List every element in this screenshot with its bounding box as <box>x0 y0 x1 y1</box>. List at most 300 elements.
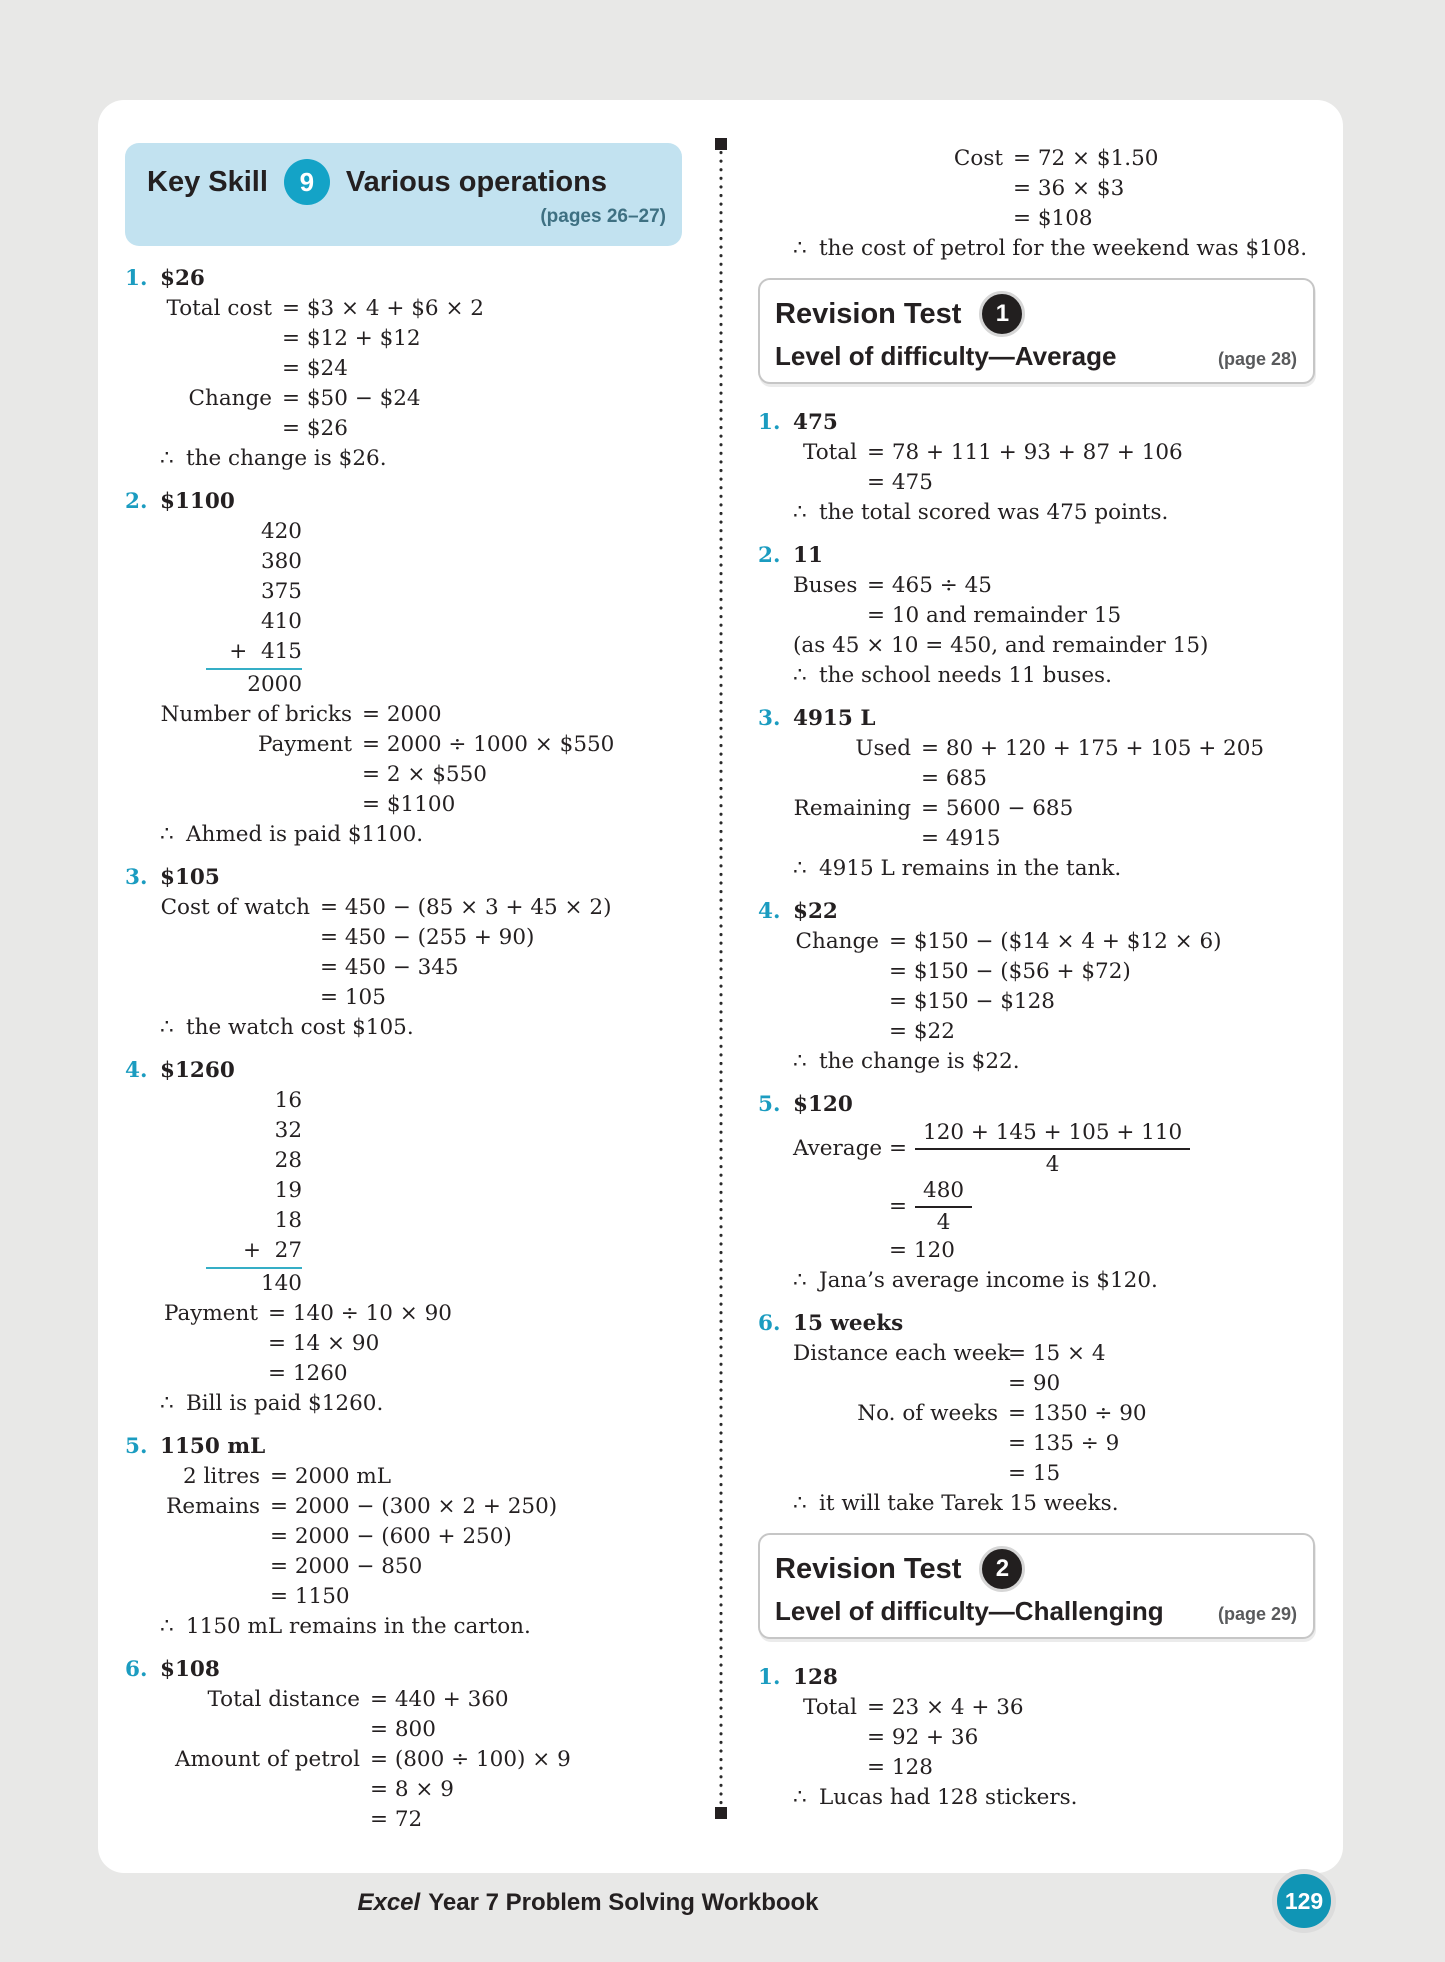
item-answer: 1150 mL <box>160 1434 266 1459</box>
equation-rhs: = 14 × 90 <box>268 1331 380 1356</box>
equation-line <box>160 983 695 1013</box>
equation-line <box>793 824 1317 854</box>
equation-rhs: = 80 + 120 + 175 + 105 + 205 <box>921 736 1265 761</box>
equation-line <box>160 384 695 414</box>
equation-line <box>793 1429 1317 1459</box>
item-content <box>160 264 695 474</box>
equation-label <box>160 953 310 983</box>
revision-test-2-label: Revision Test <box>775 1552 962 1585</box>
equation-label: Distance each week <box>793 1341 1011 1366</box>
equation-label <box>160 923 310 953</box>
conclusion-line <box>793 661 1317 691</box>
item-answer: 15 weeks <box>793 1311 904 1336</box>
equation-rhs: = 5600 − 685 <box>921 796 1074 821</box>
equation-rhs <box>889 1178 972 1236</box>
answer-item <box>758 704 1317 884</box>
equation-label: Total <box>803 1695 857 1720</box>
addend: 420 <box>260 519 302 544</box>
therefore-symbol: ∴ <box>793 1785 807 1810</box>
equation-label: Average <box>793 1136 883 1161</box>
equation-line <box>793 571 1317 601</box>
equation-rhs: = 1260 <box>268 1361 348 1386</box>
equation-rhs: = 4915 <box>921 826 1001 851</box>
equation-label <box>793 1459 998 1489</box>
column-divider <box>719 142 723 1815</box>
equation-rhs: = 1350 ÷ 90 <box>1008 1401 1147 1426</box>
equation-rhs: = 72 <box>370 1807 423 1832</box>
equation-rhs: = $24 <box>282 356 348 381</box>
equation-rhs: = 800 <box>370 1717 436 1742</box>
conclusion-text: the total scored was 475 points. <box>819 500 1169 525</box>
equation-line <box>793 1339 1317 1369</box>
equation-line <box>160 1775 695 1805</box>
equation-line <box>793 1459 1317 1489</box>
equation-line <box>793 987 1317 1017</box>
conclusion-line <box>160 1612 695 1642</box>
fraction <box>915 1178 972 1236</box>
equation-line <box>160 953 695 983</box>
conclusion-text: Ahmed is paid $1100. <box>186 822 424 847</box>
item-content <box>160 1655 695 1835</box>
equation-line <box>793 1723 1317 1753</box>
conclusion-text: the watch cost $105. <box>186 1015 414 1040</box>
item-answer: 4915 L <box>793 706 876 731</box>
equation-rhs: = $150 − $128 <box>889 989 1055 1014</box>
equation-rhs: = 8 × 9 <box>370 1777 454 1802</box>
equation-line <box>793 794 1317 824</box>
addend: 16 <box>274 1088 302 1113</box>
equation-line <box>793 957 1317 987</box>
conclusion-line <box>793 1266 1317 1296</box>
equation-line <box>793 764 1317 794</box>
answer-item <box>758 897 1317 1077</box>
equals-sign: = <box>889 1194 908 1219</box>
equation-rhs: = $3 × 4 + $6 × 2 <box>282 296 484 321</box>
equation-label <box>160 760 352 790</box>
therefore-symbol: ∴ <box>160 822 174 847</box>
equation-rhs: = 1150 <box>270 1584 350 1609</box>
therefore-symbol: ∴ <box>793 663 807 688</box>
revision-test-1-answers-list <box>758 408 1317 1519</box>
equation-rhs: = 475 <box>867 470 933 495</box>
item-answer: 475 <box>793 410 838 435</box>
item-number: 2. <box>125 489 148 514</box>
conclusion-line <box>793 498 1317 528</box>
item-number: 3. <box>125 865 148 890</box>
equation-label: Change <box>795 929 879 954</box>
addend: 19 <box>274 1178 302 1203</box>
equation-label <box>793 601 857 631</box>
equation-label <box>160 1775 360 1805</box>
equation-line <box>160 1805 695 1835</box>
equation-line <box>793 1369 1317 1399</box>
equation-label <box>793 1723 857 1753</box>
revision-test-2-number-badge: 2 <box>979 1546 1025 1592</box>
equation-label <box>793 204 1003 234</box>
revision-test-1-title-row <box>775 291 1297 337</box>
equation-rhs: = 140 ÷ 10 × 90 <box>268 1301 452 1326</box>
equation-line <box>793 174 1317 204</box>
equation-label <box>160 1359 258 1389</box>
fraction-numerator: 480 <box>915 1178 972 1208</box>
equation-line <box>793 468 1317 498</box>
equation-line <box>793 601 1317 631</box>
item-number: 1. <box>125 266 148 291</box>
key-skill-title-row <box>147 159 666 205</box>
equation-rhs: = (800 ÷ 100) × 9 <box>370 1747 571 1772</box>
answer-item <box>125 487 695 850</box>
equation-label <box>160 414 272 444</box>
equation-line <box>160 1299 695 1329</box>
column-addition <box>206 517 302 700</box>
addend: + 27 <box>242 1238 302 1263</box>
item-content <box>793 144 1317 264</box>
revision-test-2-header <box>758 1533 1315 1639</box>
item-content <box>793 408 1317 528</box>
equation-rhs: = $50 − $24 <box>282 386 421 411</box>
equation-label: Cost <box>953 146 1003 171</box>
addend: + 415 <box>229 639 302 664</box>
equation-line <box>160 1685 695 1715</box>
equation-rhs: = 2000 <box>362 702 442 727</box>
equation-label <box>160 354 272 384</box>
equation-line <box>160 1492 695 1522</box>
right-column <box>758 144 1317 1826</box>
key-skill-header <box>125 143 682 246</box>
equation-label <box>793 987 879 1017</box>
equation-rhs: = $150 − ($56 + $72) <box>889 959 1131 984</box>
key-skill-label: Key Skill <box>147 165 268 198</box>
equation-rhs: = 135 ÷ 9 <box>1008 1431 1120 1456</box>
item-answer: $108 <box>160 1657 220 1682</box>
equals-sign: = <box>889 1136 908 1161</box>
equation-rhs: = 10 and remainder 15 <box>867 603 1122 628</box>
equation-label: Payment <box>163 1301 258 1326</box>
item-content <box>793 897 1317 1077</box>
conclusion-text: the cost of petrol for the weekend was $108. <box>819 236 1308 261</box>
equation-rhs: = 450 − 345 <box>320 955 459 980</box>
column-addition <box>206 1086 302 1299</box>
therefore-symbol: ∴ <box>160 1391 174 1416</box>
answer-item <box>758 541 1317 691</box>
item-number: 1. <box>758 410 781 435</box>
answer-item <box>758 144 1317 264</box>
item-content <box>793 704 1317 884</box>
item-number <box>758 144 793 264</box>
revision-test-1-number-badge: 1 <box>979 291 1025 337</box>
continued-solution <box>758 144 1317 264</box>
equation-line <box>160 790 695 820</box>
equation-rhs: = 685 <box>921 766 987 791</box>
equation-rhs: = 15 <box>1008 1461 1061 1486</box>
item-content <box>160 863 695 1043</box>
addition-sum: 140 <box>206 1267 302 1299</box>
conclusion-line <box>793 1783 1317 1813</box>
therefore-symbol: ∴ <box>793 236 807 261</box>
answer-item <box>125 264 695 474</box>
addend: 375 <box>260 579 302 604</box>
key-skill-number-badge: 9 <box>284 159 330 205</box>
conclusion-text: Lucas had 128 stickers. <box>819 1785 1078 1810</box>
addend: 380 <box>260 549 302 574</box>
equation-line <box>160 414 695 444</box>
item-number: 6. <box>125 1657 148 1682</box>
conclusion-line <box>160 1013 695 1043</box>
answer-item <box>758 1663 1317 1813</box>
equation-line <box>160 700 695 730</box>
key-skill-pages-ref: (pages 26–27) <box>540 206 666 227</box>
equation-rhs: = $108 <box>1013 206 1093 231</box>
equation-rhs: = 72 × $1.50 <box>1013 146 1159 171</box>
equation-label <box>793 1017 879 1047</box>
equation-rhs: = 2000 − (300 × 2 + 250) <box>270 1494 558 1519</box>
therefore-symbol: ∴ <box>160 1015 174 1040</box>
equation-line <box>160 1359 695 1389</box>
revision-test-2-title-row <box>775 1546 1297 1592</box>
equation-line <box>160 1582 695 1612</box>
item-number: 3. <box>758 706 781 731</box>
item-answer: 11 <box>793 543 823 568</box>
item-number: 4. <box>125 1058 148 1083</box>
equation-label <box>793 1753 857 1783</box>
equation-label: Remaining <box>793 796 911 821</box>
item-number: 4. <box>758 899 781 924</box>
equation-label <box>160 1715 360 1745</box>
conclusion-text: the change is $22. <box>819 1049 1020 1074</box>
equation-line <box>160 294 695 324</box>
equation-label <box>160 1329 258 1359</box>
item-content <box>793 541 1317 691</box>
equation-rhs: = 465 ÷ 45 <box>867 573 992 598</box>
conclusion-line <box>793 234 1317 264</box>
equation-rhs: = 105 <box>320 985 386 1010</box>
footer-brand: Excel <box>357 1889 421 1916</box>
conclusion-line <box>793 1047 1317 1077</box>
key-skill-answers-list <box>125 264 695 1835</box>
item-answer: $1100 <box>160 489 235 514</box>
equation-rhs: = 15 × 4 <box>1008 1341 1106 1366</box>
revision-test-2-subtitle-row <box>775 1596 1297 1627</box>
equation-label <box>793 1429 998 1459</box>
equation-line <box>160 760 695 790</box>
equation-rhs: = 2 × $550 <box>362 762 487 787</box>
answer-item <box>758 1090 1317 1296</box>
equation-line <box>793 1753 1317 1783</box>
answers-page <box>98 100 1343 1873</box>
equation-label: Total cost <box>166 296 272 321</box>
conclusion-line <box>160 820 695 850</box>
equation-rhs: = 120 <box>889 1238 955 1263</box>
equation-line <box>160 354 695 384</box>
footer <box>98 1889 1078 1917</box>
revision-test-1-label: Revision Test <box>775 297 962 330</box>
equation-line <box>793 1693 1317 1723</box>
therefore-symbol: ∴ <box>793 1049 807 1074</box>
item-answer: $22 <box>793 899 838 924</box>
conclusion-line <box>793 1489 1317 1519</box>
equation-rhs: = 2000 ÷ 1000 × $550 <box>362 732 615 757</box>
equation-label <box>793 468 857 498</box>
revision-test-1-header <box>758 278 1315 384</box>
item-number: 5. <box>125 1434 148 1459</box>
equation-label <box>160 790 352 820</box>
page-number-badge: 129 <box>1272 1869 1336 1933</box>
equation-rhs: = 2000 − (600 + 250) <box>270 1524 512 1549</box>
item-answer: $105 <box>160 865 220 890</box>
equation-rhs: = 36 × $3 <box>1013 176 1125 201</box>
equation-line <box>793 734 1317 764</box>
conclusion-text: 4915 L remains in the tank. <box>819 856 1122 881</box>
answer-item <box>758 408 1317 528</box>
conclusion-text: the school needs 11 buses. <box>819 663 1112 688</box>
equation-label <box>793 1236 879 1266</box>
conclusion-line <box>160 444 695 474</box>
answer-item <box>125 1432 695 1642</box>
note-line: (as 45 × 10 = 450, and remainder 15) <box>793 633 1209 658</box>
equation-label <box>160 1805 360 1835</box>
equation-line <box>160 1745 695 1775</box>
answer-item <box>125 1655 695 1835</box>
footer-title: Year 7 Problem Solving Workbook <box>428 1889 819 1916</box>
equation-label: Used <box>855 736 911 761</box>
equation-label: Payment <box>257 732 352 757</box>
fraction <box>915 1120 1190 1178</box>
equation-label: 2 litres <box>183 1464 260 1489</box>
conclusion-text: 1150 mL remains in the carton. <box>186 1614 531 1639</box>
item-answer: 128 <box>793 1665 838 1690</box>
equation-rhs: = 440 + 360 <box>370 1687 509 1712</box>
therefore-symbol: ∴ <box>793 856 807 881</box>
equation-label: Change <box>188 386 272 411</box>
equation-label: Cost of watch <box>160 895 310 920</box>
equation-label: No. of weeks <box>857 1401 998 1426</box>
revision-test-2-page-ref: (page 29) <box>1217 1604 1297 1624</box>
revision-test-1-page-ref: (page 28) <box>1217 349 1297 369</box>
equation-line <box>793 1017 1317 1047</box>
equation-label: Number of bricks <box>160 702 352 727</box>
therefore-symbol: ∴ <box>793 1268 807 1293</box>
item-answer: $1260 <box>160 1058 235 1083</box>
equation-line <box>160 1522 695 1552</box>
item-content <box>160 487 695 850</box>
equation-rhs: = $1100 <box>362 792 456 817</box>
conclusion-text: Bill is paid $1260. <box>186 1391 384 1416</box>
equation-line <box>160 730 695 760</box>
addend: 32 <box>274 1118 302 1143</box>
item-content <box>160 1056 695 1419</box>
equation-label: Buses <box>793 573 858 598</box>
revision-test-1-subtitle: Level of difficulty—Average <box>775 341 1117 371</box>
equation-rhs: = 128 <box>867 1755 933 1780</box>
item-content <box>793 1663 1317 1813</box>
equation-rhs: = 78 + 111 + 93 + 87 + 106 <box>867 440 1183 465</box>
equation-label <box>160 1522 260 1552</box>
item-answer: $26 <box>160 266 205 291</box>
conclusion-text: Jana’s average income is $120. <box>819 1268 1158 1293</box>
equation-rhs: = $150 − ($14 × 4 + $12 × 6) <box>889 929 1222 954</box>
equation-line <box>793 438 1317 468</box>
fraction-numerator: 120 + 145 + 105 + 110 <box>915 1120 1190 1150</box>
addend: 28 <box>274 1148 302 1173</box>
equation-label <box>793 957 879 987</box>
addition-sum: 2000 <box>206 668 302 700</box>
equation-line <box>160 1715 695 1745</box>
conclusion-line <box>793 854 1317 884</box>
equation-rhs: = 450 − (255 + 90) <box>320 925 535 950</box>
conclusion-line <box>160 1389 695 1419</box>
equation-label <box>160 983 310 1013</box>
equation-label: Remains <box>166 1494 260 1519</box>
equation-line <box>160 923 695 953</box>
equation-rhs <box>889 1120 1190 1178</box>
equation-label <box>160 1552 260 1582</box>
revision-test-2-subtitle: Level of difficulty—Challenging <box>775 1596 1164 1626</box>
equation-line <box>793 1399 1317 1429</box>
equation-label <box>793 764 911 794</box>
equation-label <box>793 1369 998 1399</box>
equation-line <box>160 1462 695 1492</box>
item-number: 6. <box>758 1311 781 1336</box>
equation-line <box>160 893 695 923</box>
equation-line <box>793 144 1317 174</box>
equation-rhs: = 2000 mL <box>270 1464 392 1489</box>
equation-line <box>793 1236 1317 1266</box>
equation-line <box>793 927 1317 957</box>
equation-rhs: = 92 + 36 <box>867 1725 979 1750</box>
equation-line <box>793 204 1317 234</box>
equation-rhs: = 2000 − 850 <box>270 1554 423 1579</box>
therefore-symbol: ∴ <box>793 500 807 525</box>
revision-test-1-subtitle-row <box>775 341 1297 372</box>
answer-item <box>758 1309 1317 1519</box>
equation-label <box>160 1582 260 1612</box>
addend: 410 <box>260 609 302 634</box>
equation-rhs: = 90 <box>1008 1371 1061 1396</box>
answer-item <box>125 863 695 1043</box>
equation-line <box>160 1552 695 1582</box>
item-number: 1. <box>758 1665 781 1690</box>
conclusion-text: it will take Tarek 15 weeks. <box>819 1491 1119 1516</box>
key-skill-title: Various operations <box>345 165 607 198</box>
conclusion-text: the change is $26. <box>186 446 387 471</box>
equation-rhs: = $26 <box>282 416 348 441</box>
equation-rhs: = 450 − (85 × 3 + 45 × 2) <box>320 895 612 920</box>
equation-rhs: = $12 + $12 <box>282 326 421 351</box>
addend: 18 <box>274 1208 302 1233</box>
item-content <box>160 1432 695 1642</box>
item-answer: $120 <box>793 1092 853 1117</box>
item-number: 5. <box>758 1092 781 1117</box>
equation-rhs: = $22 <box>889 1019 955 1044</box>
fraction-denominator: 4 <box>936 1210 951 1235</box>
equation-line <box>160 1329 695 1359</box>
therefore-symbol: ∴ <box>160 446 174 471</box>
revision-test-2-answers-list <box>758 1663 1317 1813</box>
therefore-symbol: ∴ <box>793 1491 807 1516</box>
equation-label <box>793 824 911 854</box>
equation-fraction-line <box>793 1120 1317 1178</box>
item-number: 2. <box>758 543 781 568</box>
equation-label <box>160 324 272 354</box>
item-content <box>793 1309 1317 1519</box>
equation-label <box>793 174 1003 204</box>
fraction-denominator: 4 <box>1045 1152 1060 1177</box>
equation-fraction-line <box>793 1178 1317 1236</box>
therefore-symbol: ∴ <box>160 1614 174 1639</box>
equation-line <box>160 324 695 354</box>
item-content <box>793 1090 1317 1296</box>
equation-label: Total distance <box>207 1687 360 1712</box>
